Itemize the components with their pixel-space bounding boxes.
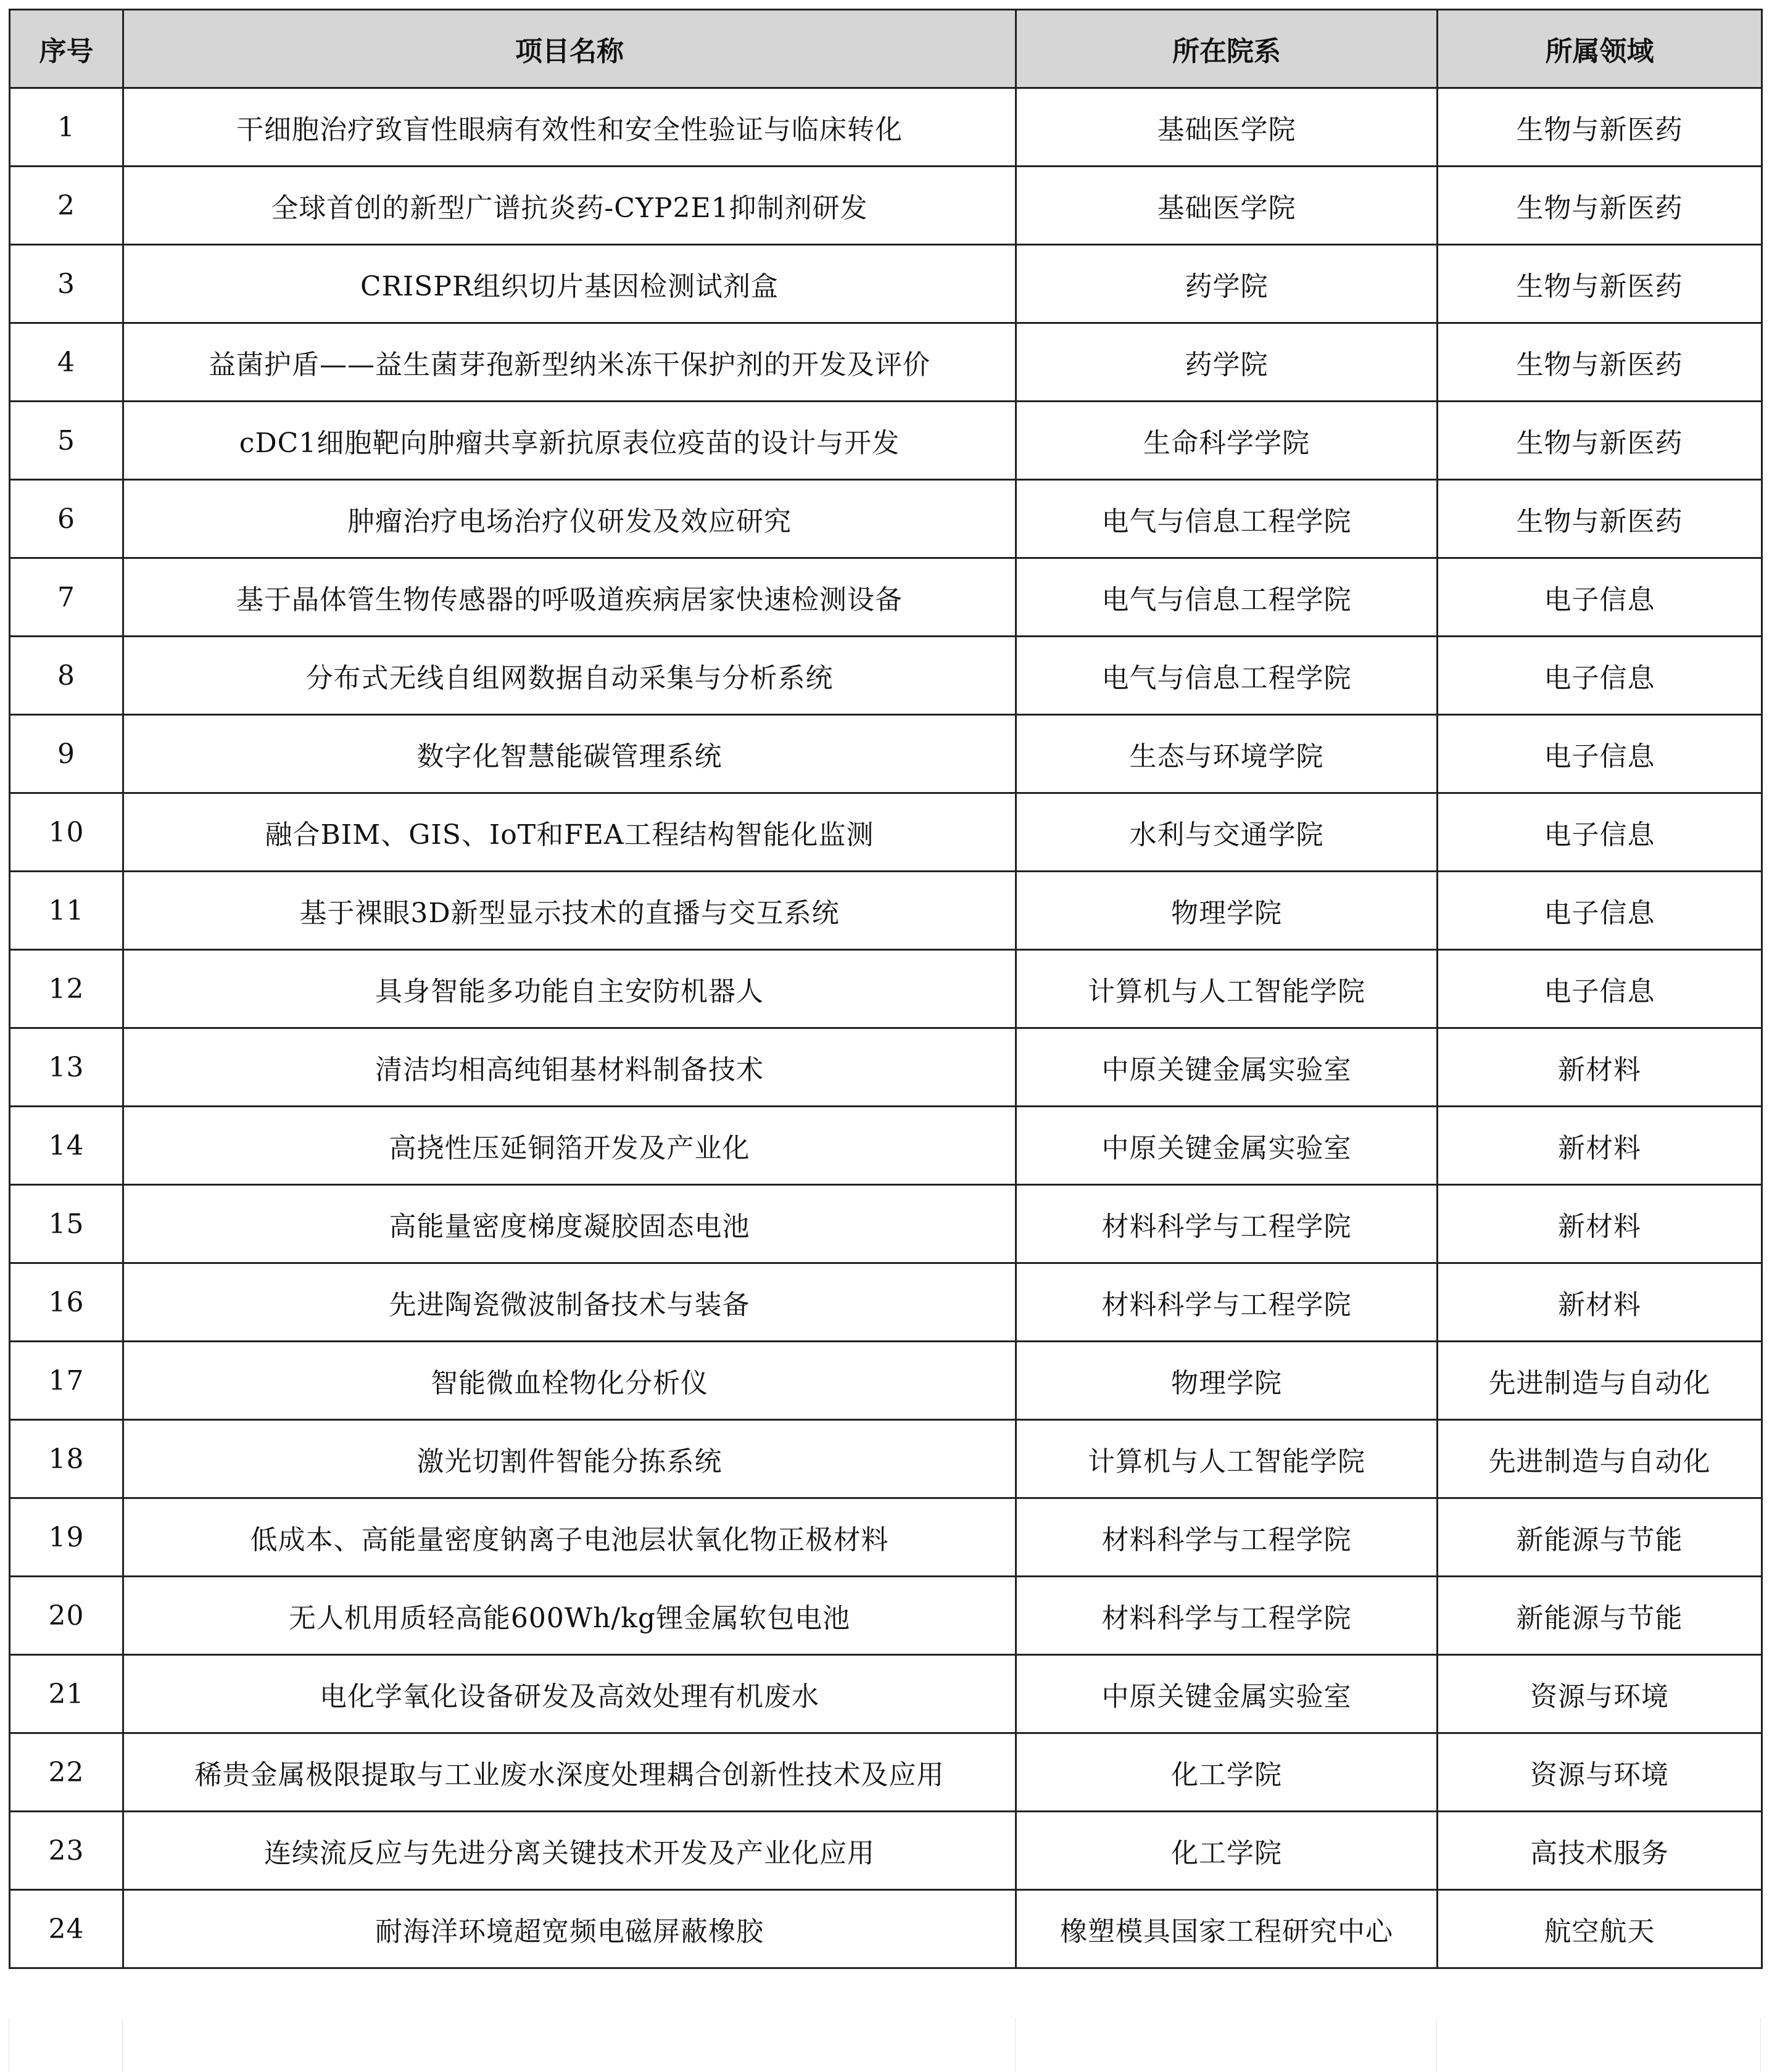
cell-dept: 化工学院 [1016, 1733, 1438, 1812]
header-dept: 所在院系 [1016, 10, 1438, 88]
cell-name: 电化学氧化设备研发及高效处理有机废水 [123, 1655, 1016, 1733]
cell-no: 7 [10, 558, 123, 637]
cell-field: 生物与新医药 [1438, 167, 1762, 245]
cell-field: 新能源与节能 [1438, 1577, 1762, 1655]
cell-no: 15 [10, 1185, 123, 1263]
cell-no: 3 [10, 245, 123, 323]
cell-name: cDC1细胞靶向肿瘤共享新抗原表位疫苗的设计与开发 [123, 402, 1016, 480]
table-row [10, 1420, 1762, 1498]
cell-name: 先进陶瓷微波制备技术与装备 [123, 1263, 1016, 1342]
cell-no: 23 [10, 1812, 123, 1890]
cell-field: 电子信息 [1438, 872, 1762, 950]
cell-no: 14 [10, 1107, 123, 1185]
cell-field: 电子信息 [1438, 715, 1762, 793]
cell-dept: 电气与信息工程学院 [1016, 637, 1438, 715]
header-row [10, 10, 1762, 88]
table-row [10, 245, 1762, 323]
cell-dept: 物理学院 [1016, 872, 1438, 950]
table-row [10, 558, 1762, 637]
cell-no: 12 [10, 950, 123, 1028]
table-row [10, 715, 1762, 793]
cell-field: 新材料 [1438, 1107, 1762, 1185]
cell-no: 17 [10, 1342, 123, 1420]
table-row [10, 950, 1762, 1028]
cell-dept: 中原关键金属实验室 [1016, 1028, 1438, 1107]
cell-field: 资源与环境 [1438, 1655, 1762, 1733]
cell-field: 生物与新医药 [1438, 402, 1762, 480]
table-row [10, 1890, 1762, 1968]
cell-no: 9 [10, 715, 123, 793]
cell-field: 电子信息 [1438, 558, 1762, 637]
table-row [10, 1185, 1762, 1263]
cell-dept: 材料科学与工程学院 [1016, 1577, 1438, 1655]
cell-dept: 橡塑模具国家工程研究中心 [1016, 1890, 1438, 1968]
cell-no: 11 [10, 872, 123, 950]
cell-no: 18 [10, 1420, 123, 1498]
cell-field: 电子信息 [1438, 793, 1762, 872]
cell-field: 航空航天 [1438, 1890, 1762, 1968]
table-row [10, 1812, 1762, 1890]
table-row [10, 637, 1762, 715]
table-row [10, 1498, 1762, 1577]
empty-grid-tail [9, 2018, 1761, 2072]
table-row [10, 1263, 1762, 1342]
cell-field: 资源与环境 [1438, 1733, 1762, 1812]
cell-dept: 计算机与人工智能学院 [1016, 950, 1438, 1028]
cell-name: 清洁均相高纯钼基材料制备技术 [123, 1028, 1016, 1107]
cell-field: 生物与新医药 [1438, 88, 1762, 167]
cell-dept: 水利与交通学院 [1016, 793, 1438, 872]
cell-no: 20 [10, 1577, 123, 1655]
cell-no: 16 [10, 1263, 123, 1342]
cell-field: 电子信息 [1438, 637, 1762, 715]
cell-no: 19 [10, 1498, 123, 1577]
table-body [10, 88, 1762, 1968]
cell-dept: 计算机与人工智能学院 [1016, 1420, 1438, 1498]
table-row [10, 1577, 1762, 1655]
cell-field: 新材料 [1438, 1028, 1762, 1107]
table-row [10, 88, 1762, 167]
cell-dept: 中原关键金属实验室 [1016, 1107, 1438, 1185]
cell-dept: 生命科学学院 [1016, 402, 1438, 480]
cell-name: 高能量密度梯度凝胶固态电池 [123, 1185, 1016, 1263]
cell-dept: 材料科学与工程学院 [1016, 1263, 1438, 1342]
cell-dept: 材料科学与工程学院 [1016, 1498, 1438, 1577]
cell-field: 先进制造与自动化 [1438, 1420, 1762, 1498]
cell-name: 高挠性压延铜箔开发及产业化 [123, 1107, 1016, 1185]
cell-name: 具身智能多功能自主安防机器人 [123, 950, 1016, 1028]
cell-name: 智能微血栓物化分析仪 [123, 1342, 1016, 1420]
cell-name: 全球首创的新型广谱抗炎药-CYP2E1抑制剂研发 [123, 167, 1016, 245]
cell-field: 生物与新医药 [1438, 480, 1762, 558]
cell-no: 8 [10, 637, 123, 715]
header-name: 项目名称 [123, 10, 1016, 88]
table-row [10, 1655, 1762, 1733]
cell-name: 低成本、高能量密度钠离子电池层状氧化物正极材料 [123, 1498, 1016, 1577]
header-field: 所属领域 [1438, 10, 1762, 88]
header-no: 序号 [10, 10, 123, 88]
cell-name: 连续流反应与先进分离关键技术开发及产业化应用 [123, 1812, 1016, 1890]
cell-field: 先进制造与自动化 [1438, 1342, 1762, 1420]
project-table [9, 9, 1763, 1969]
table-row [10, 480, 1762, 558]
table-row [10, 402, 1762, 480]
cell-name: 分布式无线自组网数据自动采集与分析系统 [123, 637, 1016, 715]
cell-name: 耐海洋环境超宽频电磁屏蔽橡胶 [123, 1890, 1016, 1968]
table-row [10, 872, 1762, 950]
cell-name: 激光切割件智能分拣系统 [123, 1420, 1016, 1498]
cell-dept: 药学院 [1016, 323, 1438, 402]
cell-name: 干细胞治疗致盲性眼病有效性和安全性验证与临床转化 [123, 88, 1016, 167]
cell-name: 无人机用质轻高能600Wh/kg锂金属软包电池 [123, 1577, 1016, 1655]
cell-dept: 电气与信息工程学院 [1016, 480, 1438, 558]
cell-no: 4 [10, 323, 123, 402]
cell-dept: 药学院 [1016, 245, 1438, 323]
cell-field: 新能源与节能 [1438, 1498, 1762, 1577]
cell-no: 22 [10, 1733, 123, 1812]
cell-dept: 中原关键金属实验室 [1016, 1655, 1438, 1733]
cell-dept: 物理学院 [1016, 1342, 1438, 1420]
cell-field: 新材料 [1438, 1263, 1762, 1342]
cell-field: 生物与新医药 [1438, 245, 1762, 323]
table-row [10, 1107, 1762, 1185]
cell-no: 13 [10, 1028, 123, 1107]
table-row [10, 1028, 1762, 1107]
cell-dept: 电气与信息工程学院 [1016, 558, 1438, 637]
cell-field: 电子信息 [1438, 950, 1762, 1028]
cell-name: 基于晶体管生物传感器的呼吸道疾病居家快速检测设备 [123, 558, 1016, 637]
cell-no: 2 [10, 167, 123, 245]
table-row [10, 793, 1762, 872]
table-row [10, 167, 1762, 245]
cell-name: 数字化智慧能碳管理系统 [123, 715, 1016, 793]
cell-no: 5 [10, 402, 123, 480]
cell-no: 21 [10, 1655, 123, 1733]
cell-name: 稀贵金属极限提取与工业废水深度处理耦合创新性技术及应用 [123, 1733, 1016, 1812]
cell-no: 1 [10, 88, 123, 167]
table-row [10, 1342, 1762, 1420]
cell-dept: 基础医学院 [1016, 88, 1438, 167]
cell-no: 24 [10, 1890, 123, 1968]
table-row [10, 1733, 1762, 1812]
gridline [122, 2018, 123, 2072]
cell-dept: 生态与环境学院 [1016, 715, 1438, 793]
cell-no: 6 [10, 480, 123, 558]
gridline [1015, 2018, 1016, 2072]
cell-name: CRISPR组织切片基因检测试剂盒 [123, 245, 1016, 323]
cell-dept: 基础医学院 [1016, 167, 1438, 245]
cell-field: 高技术服务 [1438, 1812, 1762, 1890]
gridline [1760, 2018, 1761, 2072]
cell-name: 肿瘤治疗电场治疗仪研发及效应研究 [123, 480, 1016, 558]
cell-dept: 材料科学与工程学院 [1016, 1185, 1438, 1263]
table-row [10, 323, 1762, 402]
cell-no: 10 [10, 793, 123, 872]
cell-name: 益菌护盾——益生菌芽孢新型纳米冻干保护剂的开发及评价 [123, 323, 1016, 402]
cell-name: 基于裸眼3D新型显示技术的直播与交互系统 [123, 872, 1016, 950]
cell-dept: 化工学院 [1016, 1812, 1438, 1890]
cell-field: 新材料 [1438, 1185, 1762, 1263]
cell-name: 融合BIM、GIS、IoT和FEA工程结构智能化监测 [123, 793, 1016, 872]
gridline [1436, 2018, 1437, 2072]
cell-field: 生物与新医药 [1438, 323, 1762, 402]
